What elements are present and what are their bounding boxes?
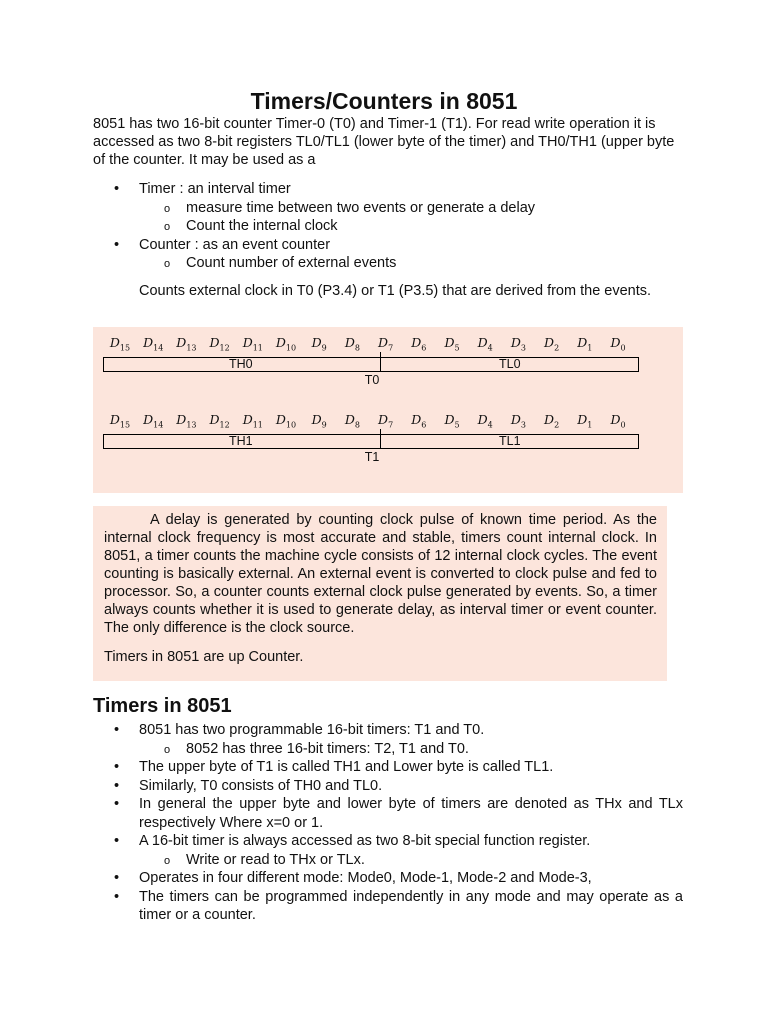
usage-list [93, 180, 535, 273]
bit-label: $D_6$ [411, 335, 427, 353]
bit-label: $D_{12}$ [209, 412, 230, 430]
bit-label: $D_{15}$ [109, 412, 131, 430]
register-bar [103, 434, 639, 449]
list-item: o Write or read to THx or TLx. [93, 851, 683, 870]
high-byte-label: TH0 [229, 357, 253, 371]
bit-label: $D_2$ [544, 335, 560, 353]
list-item: • Timer : an interval timer [93, 180, 535, 199]
bit-label: $D_4$ [477, 335, 493, 353]
register-name: T1 [364, 450, 380, 464]
high-byte-label: TH1 [229, 434, 253, 448]
bit-label: $D_{10}$ [275, 412, 297, 430]
bit-label: $D_5$ [444, 335, 460, 353]
list-item: o Count the internal clock [93, 217, 535, 236]
info-paragraph: A delay is generated by counting clock pulse of known time period. As the internal clock frequency is most accurate and stable, timers count internal clock. In 8051, a timer counts the machine cycle consists of 12 internal clock cycles. The event counting is basically external. An external event is converted to clock pulse and fed to processor. So, a counter counts external clock pulse generated by events. So, a timer always counts whether it is used to generate delay, as interval timer or event counter. The only difference is the clock source. [104, 512, 657, 636]
list-item: • Similarly, T0 consists of TH0 and TL0. [93, 777, 683, 796]
bit-label: $D_{10}$ [275, 335, 297, 353]
bit-label: $D_{11}$ [242, 335, 263, 353]
bit-label: $D_{11}$ [242, 412, 263, 430]
intro-paragraph: 8051 has two 16-bit counter Timer-0 (T0) and Timer-1 (T1). For read write operation it is accessed as two 8-bit registers TL0/TL1 (lower byte of the timer) and TH0/TH1 (upper byte of the counter. It may be used as a [93, 116, 675, 168]
register-name: T0 [364, 373, 380, 387]
register-t1 [93, 412, 683, 472]
bit-label: $D_{15}$ [109, 335, 131, 353]
bit-label: $D_7$ [378, 412, 394, 430]
bit-label: $D_8$ [344, 412, 360, 430]
section-heading: Timers in 8051 [93, 695, 232, 717]
page-title: Timers/Counters in 8051 [250, 88, 518, 114]
bit-label: $D_1$ [577, 335, 593, 353]
bit-label: $D_3$ [510, 412, 526, 430]
bit-label: $D_0$ [610, 335, 626, 353]
list-item: o measure time between two events or generate a delay [93, 199, 535, 218]
byte-divider [380, 429, 381, 448]
list-item: o 8052 has three 16-bit timers: T2, T1 and T0. [93, 740, 683, 759]
bit-label: $D_4$ [477, 412, 493, 430]
bit-label: $D_2$ [544, 412, 560, 430]
byte-divider [380, 352, 381, 371]
bit-label: $D_{12}$ [209, 335, 230, 353]
list-item: o Count number of external events [93, 254, 535, 273]
counts-note: Counts external clock in T0 (P3.4) or T1 (P3.5) that are derived from the events. [139, 283, 652, 299]
low-byte-label: TL1 [499, 434, 521, 448]
bit-label: $D_{13}$ [176, 335, 197, 353]
register-t0 [93, 335, 683, 395]
register-bar [103, 357, 639, 372]
list-item: • The upper byte of T1 is called TH1 and Lower byte is called TL1. [93, 758, 683, 777]
register-diagram [93, 327, 683, 493]
bit-label: $D_3$ [510, 335, 526, 353]
bit-label: $D_9$ [311, 335, 327, 353]
list-item: • 8051 has two programmable 16-bit timers: T1 and T0. [93, 721, 683, 740]
list-item: • Operates in four different mode: Mode0, Mode-1, Mode-2 and Mode-3, [93, 869, 683, 888]
bit-label: $D_{13}$ [176, 412, 197, 430]
bit-label: $D_8$ [344, 335, 360, 353]
list-item: • In general the upper byte and lower byte of timers are denoted as THx and TLx respectively Where x=0 or 1. [93, 795, 683, 832]
info-paragraph-2: Timers in 8051 are up Counter. [104, 649, 304, 665]
bit-label: $D_7$ [378, 335, 394, 353]
list-item: • The timers can be programmed independently in any mode and may operate as a timer or a counter. [93, 888, 683, 925]
list-item: • Counter : as an event counter [93, 236, 535, 255]
bit-label: $D_0$ [610, 412, 626, 430]
bit-label: $D_{14}$ [143, 412, 164, 430]
list-item: • A 16-bit timer is always accessed as two 8-bit special function register. [93, 832, 683, 851]
bit-label: $D_6$ [411, 412, 427, 430]
bit-label: $D_9$ [311, 412, 327, 430]
bit-label: $D_{14}$ [143, 335, 164, 353]
low-byte-label: TL0 [499, 357, 521, 371]
bit-label: $D_1$ [577, 412, 593, 430]
timers-list [93, 721, 683, 925]
bit-label: $D_5$ [444, 412, 460, 430]
info-box [93, 506, 667, 681]
